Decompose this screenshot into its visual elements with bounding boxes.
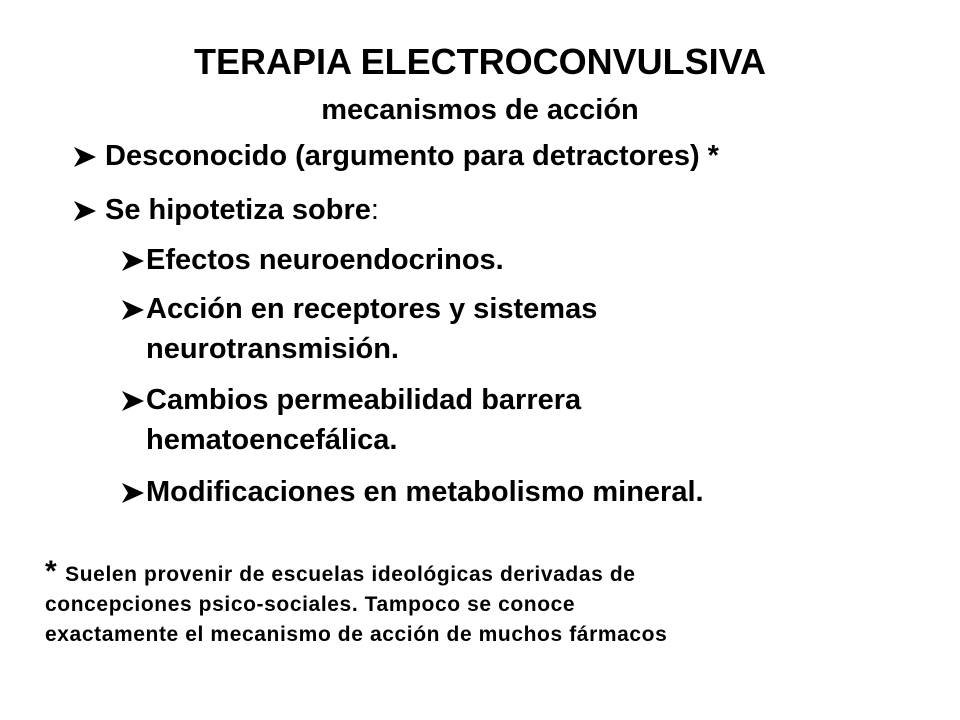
sub-bullet-item: [146, 240, 504, 280]
sub-bullet-text: Efectos neuroendocrinos.: [146, 244, 504, 276]
bullet-item: [105, 136, 719, 176]
footnote-line: Suelen provenir de escuelas ideológicas derivadas de: [65, 563, 636, 586]
arrow-bullet-icon: [74, 147, 96, 167]
sub-bullet-text-line1: Acción en receptores y sistemas: [146, 293, 598, 325]
arrow-bullet-icon: [74, 201, 96, 221]
sub-bullet-item: [146, 472, 704, 512]
sub-bullet-item: [146, 380, 581, 460]
slide-title: TERAPIA ELECTROCONVULSIVA: [193, 41, 767, 82]
slide-subtitle: mecanismos de acción: [321, 94, 639, 126]
sub-bullet-text-line2: neurotransmisión.: [146, 333, 399, 365]
arrow-bullet-icon: [122, 300, 144, 320]
sub-bullet-item: [146, 289, 597, 369]
arrow-bullet-icon: [122, 483, 144, 503]
footnote-line: concepciones psico-sociales. Tampoco se conoce: [45, 593, 576, 616]
bullet-colon: :: [370, 194, 379, 226]
sub-bullet-text: Modificaciones en metabolismo mineral.: [146, 476, 704, 508]
sub-bullet-text-line1: Cambios permeabilidad barrera: [146, 384, 582, 416]
footnote-line: exactamente el mecanismo de acción de muchos fármacos: [45, 623, 668, 646]
footnote: [45, 557, 925, 650]
arrow-bullet-icon: [122, 391, 144, 411]
arrow-bullet-icon: [122, 251, 144, 271]
bullet-text: Se hipotetiza sobre: [105, 194, 371, 226]
footnote-asterisk: *: [45, 555, 57, 588]
bullet-item: [105, 190, 379, 230]
sub-bullet-text-line2: hematoencefálica.: [146, 424, 398, 456]
bullet-text: Desconocido (argumento para detractores) *: [105, 140, 719, 172]
